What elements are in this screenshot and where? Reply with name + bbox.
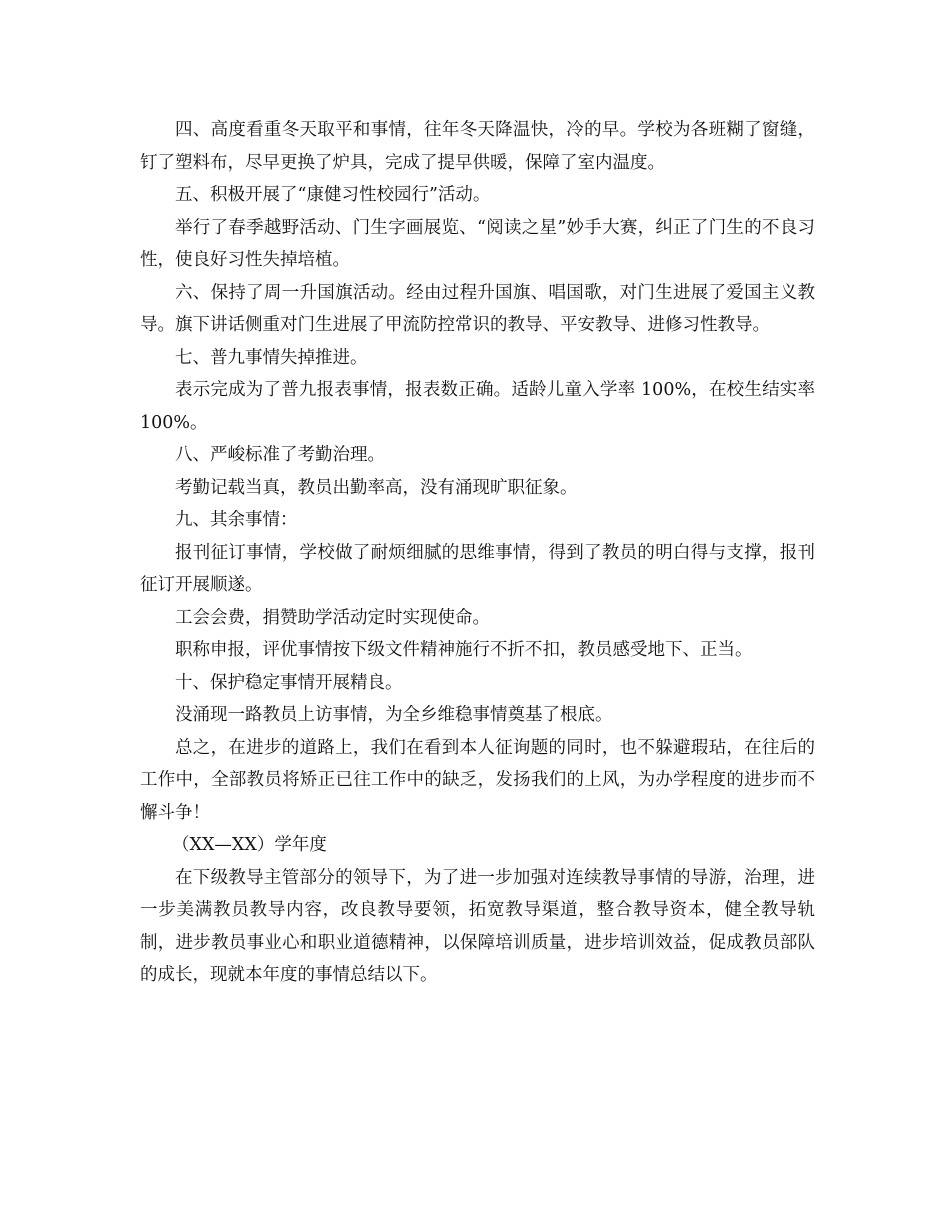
paragraph-attendance-detail: 考勤记载当真，教员出勤率高，没有涌现旷职征象。: [175, 477, 578, 498]
paragraph-union-dues: 工会会费，捐赞助学活动定时实现使命。: [175, 607, 490, 628]
paragraph-other-work-heading: 九、其余事情：: [175, 510, 298, 530]
document-body: [140, 114, 815, 992]
paragraph-flag-raising: 六、保持了周一升国旗活动。经由过程升国旗、唱国歌，对门生进展了爱国主义教导。旗下讲话侧重对门生进展了甲流防控常识的教导、平安教导、进修习性教导。: [140, 282, 815, 335]
paragraph-conclusion: 总之，在进步的道路上，我们在看到本人征询题的同时，也不躲避瑕玷，在往后的工作中，全部教员将矫正已往工作中的缺乏，发扬我们的上风，为办学程度的进步而不懈斗争！: [140, 737, 815, 823]
paragraph-newspaper-subscription: 报刊征订事情，学校做了耐烦细腻的思维事情，得到了教员的明白得与支撑，报刊征订开展顺遂。: [140, 542, 815, 595]
paragraph-title-evaluation: 职称申报，评优事情按下级文件精神施行不折不扣，教员感受地下、正当。: [175, 640, 753, 660]
paragraph-enrollment-rates: 表示完成为了普九报表事情，报表数正确。适龄儿童入学率 100%，在校生结实率 100%。: [140, 380, 815, 433]
paragraph-healthy-habits-heading: 五、积极开展了“康健习性校园行”活动。: [175, 185, 491, 205]
paragraph-winter-heating: 四、高度看重冬天取平和事情，往年冬天降温快，冷的早。学校为各班糊了窗缝，钉了塑料布，尽早更换了炉具，完成了提早供暖，保障了室内温度。: [140, 120, 815, 173]
paragraph-school-year: （XX—XX）学年度: [172, 835, 327, 855]
paragraph-annual-summary-intro: 在下级教导主管部分的领导下，为了进一步加强对连续教导事情的导游，治理，进一步美满教员教导内容，改良教导要领，拓宽教导渠道，整合教导资本，健全教导轨制，进步教员事业心和职业道德精神，以保障培训质量，进步培训效益，促成教员部队的成长，现就本年度的事情总结以下。: [140, 867, 815, 985]
paragraph-attendance-heading: 八、严峻标准了考勤治理。: [175, 445, 385, 465]
paragraph-healthy-habits-activities: 举行了春季越野活动、门生字画展览、“阅读之星”妙手大赛，纠正了门生的不良习性，使良好习性失掉培植。: [140, 217, 815, 270]
paragraph-stability-detail: 没涌现一路教员上访事情，为全乡维稳事情奠基了根底。: [175, 705, 613, 725]
paragraph-stability-heading: 十、保护稳定事情开展精良。: [175, 672, 403, 693]
paragraph-compulsory-education-heading: 七、普九事情失掉推进。: [175, 347, 368, 368]
